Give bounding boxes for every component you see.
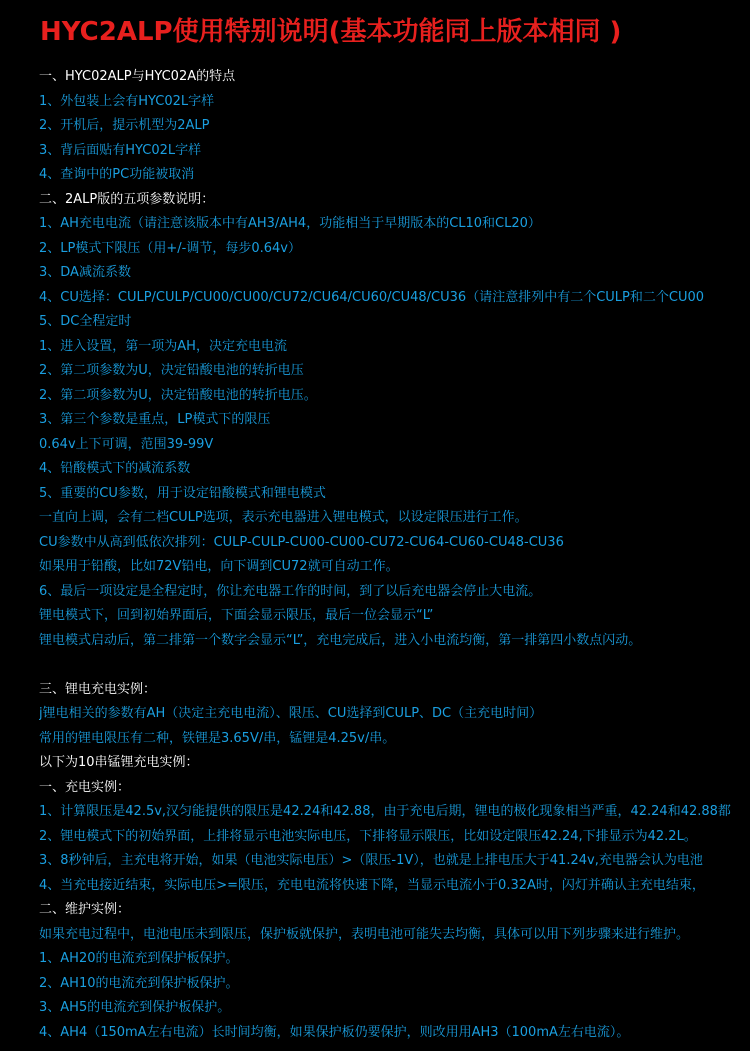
body-line: 3、AH5的电流充到保护板保护。: [39, 1000, 231, 1015]
body-line: CU参数中从高到低依次排列：CULP-CULP-CU00-CU00-CU72-CU64-CU60-CU48-CU36: [39, 534, 564, 550]
body-line: 3、8秒钟后，主充电将开始，如果（电池实际电压）>（限压-1V），也就是上排电压大于41.24v,充电器会认为电池: [39, 853, 703, 868]
body-line: 5、重要的CU参数，用于设定铅酸模式和锂电模式: [39, 485, 326, 501]
body-line: 锂电模式下，回到初始界面后，下面会显示限压，最后一位会显示“L”: [39, 608, 434, 623]
section-heading: 二、2ALP版的五项参数说明：: [39, 191, 215, 207]
body-line: 4、CU选择：CULP/CULP/CU00/CU00/CU72/CU64/CU60/CU48/CU36（请注意排列中有二个CULP和二个CU00: [39, 289, 704, 305]
body-line: 1、AH充电电流（请注意该版本中有AH3/AH4，功能相当于早期版本的CL10和CL20）: [39, 216, 541, 231]
body-line: 4、当充电接近结束，实际电压>=限压，充电电流将快速下降，当显示电流小于0.32A时，闪灯并确认主充电结束，: [39, 877, 705, 893]
instruction-text-block: [39, 65, 750, 1045]
body-line: 3、第三个参数是重点，LP模式下的限压: [39, 412, 271, 427]
body-line: 1、AH20的电流充到保护板保护。: [39, 951, 239, 966]
blank-line: [39, 653, 750, 678]
section-heading: 一、充电实例：: [39, 779, 131, 795]
body-line: 如果用于铅酸，比如72V铅电，向下调到CU72就可自动工作。: [39, 559, 399, 574]
body-line: 2、锂电模式下的初始界面，上排将显示电池实际电压，下排将显示限压，比如设定限压42.24,下排显示为42.2L。: [39, 828, 697, 844]
body-line: 一直向上调，会有二档CULP选项，表示充电器进入锂电模式，以设定限压进行工作。: [39, 510, 528, 525]
body-line: 3、背后面贴有HYC02L字样: [39, 142, 202, 158]
body-line: j锂电相关的参数有AH（决定主充电电流）、限压、CU选择到CULP、DC（主充电时间）: [39, 706, 543, 721]
body-line: 2、LP模式下限压（用+/-调节，每步0.64v）: [39, 240, 301, 256]
body-line: 锂电模式启动后，第二排第一个数字会显示“L”，充电完成后，进入小电流均衡，第一排第四小数点闪动。: [39, 632, 642, 648]
body-line: 2、第二项参数为U，决定铅酸电池的转折电压: [39, 363, 304, 378]
body-line: 2、AH10的电流充到保护板保护。: [39, 975, 239, 991]
section-heading: 一、HYC02ALP与HYC02A的特点: [39, 69, 236, 84]
body-line: 5、DC全程定时: [39, 314, 132, 329]
body-line: 2、第二项参数为U，决定铅酸电池的转折电压。: [39, 387, 317, 403]
body-line: 1、外包装上会有HYC02L字样: [39, 93, 215, 109]
body-line: 0.64v上下可调，范围39-99V: [39, 436, 214, 452]
body-line: 4、AH4（150mA左右电流）长时间均衡，如果保护板仍要保护，则改用用AH3（100mA左右电流）。: [39, 1024, 630, 1040]
body-line: 如果充电过程中，电池电压未到限压，保护板就保护，表明电池可能失去均衡，具体可以用下列步骤来进行维护。: [39, 926, 690, 942]
body-line: 6、最后一项设定是全程定时，你让充电器工作的时间，到了以后充电器会停止大电流。: [39, 583, 542, 599]
section-heading: 二、维护实例：: [39, 902, 131, 917]
body-line: 常用的锂电限压有二种，铁锂是3.65V/串，锰锂是4.25v/串。: [39, 730, 396, 746]
body-line: 2、开机后，提示机型为2ALP: [39, 118, 210, 133]
body-line: 3、DA减流系数: [39, 265, 131, 280]
body-line: 4、查询中的PC功能被取消: [39, 167, 195, 182]
body-line: 1、计算限压是42.5v,汉匀能提供的限压是42.24和42.88，由于充电后期，锂电的极化现象相当严重，42.24和42.88都: [39, 804, 731, 819]
page-title: HYC2ALP使用特别说明(基本功能同上版本相同 ): [40, 17, 622, 47]
body-line: 4、铅酸模式下的减流系数: [39, 461, 191, 476]
section-heading: 以下为10串锰锂充电实例：: [39, 755, 199, 770]
body-line: 1、进入设置，第一项为AH，决定充电电流: [39, 338, 287, 354]
section-heading: 三、锂电充电实例：: [39, 681, 157, 697]
